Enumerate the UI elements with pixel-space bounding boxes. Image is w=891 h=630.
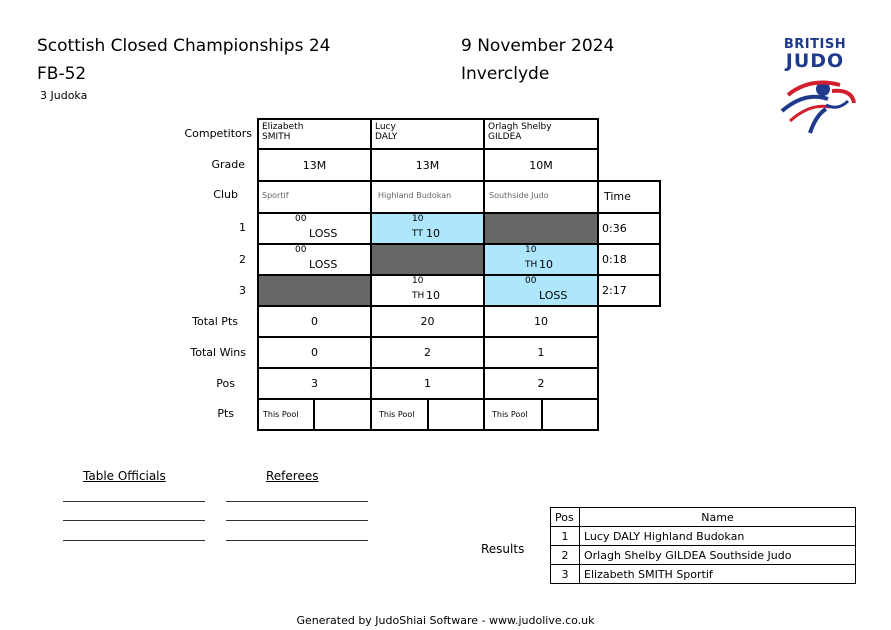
competitor-first-name: Elizabeth bbox=[262, 122, 304, 132]
pos-cell: 3 bbox=[257, 367, 372, 400]
judo-figure-icon bbox=[770, 71, 860, 141]
match-2-comp-3 bbox=[483, 243, 599, 276]
match-3-time: 2:17 bbox=[597, 274, 661, 307]
pool-points-cell bbox=[313, 398, 372, 431]
match-technique: TT bbox=[412, 229, 423, 239]
match-1-time: 0:36 bbox=[597, 212, 661, 245]
label-match-2: 2 bbox=[239, 253, 246, 266]
match-score: 00 bbox=[295, 214, 307, 224]
match-3-comp-3 bbox=[483, 274, 599, 307]
label-pos: Pos bbox=[216, 377, 235, 390]
match-points: 10 bbox=[426, 289, 440, 302]
pos-cell: 2 bbox=[483, 367, 599, 400]
match-result: LOSS bbox=[309, 258, 338, 271]
competitor-first-name: Orlagh Shelby bbox=[488, 122, 552, 132]
club-cell: Southside Judo bbox=[483, 180, 599, 214]
table-row bbox=[551, 546, 856, 565]
competitor-last-name: SMITH bbox=[262, 132, 291, 142]
event-title: Scottish Closed Championships 24 bbox=[37, 36, 331, 56]
grade-cell: 10M bbox=[483, 148, 599, 182]
match-technique: TH bbox=[525, 260, 538, 270]
referees-heading: Referees bbox=[266, 469, 319, 483]
match-score: 10 bbox=[412, 214, 424, 224]
match-2-comp-1 bbox=[257, 243, 372, 276]
competitor-first-name: Lucy bbox=[375, 122, 396, 132]
label-grade: Grade bbox=[211, 158, 245, 171]
this-pool-cell: This Pool bbox=[370, 398, 429, 431]
signature-line bbox=[63, 520, 205, 521]
match-score: 00 bbox=[525, 276, 537, 286]
match-1-comp-1 bbox=[257, 212, 372, 245]
event-venue: Inverclyde bbox=[461, 64, 550, 84]
label-club: Club bbox=[213, 188, 238, 201]
total-wins-cell: 0 bbox=[257, 336, 372, 369]
signature-line bbox=[63, 540, 205, 541]
match-score: 00 bbox=[295, 245, 307, 255]
footer-text: Generated by JudoShiai Software - www.judolive.co.uk bbox=[296, 614, 595, 627]
grade-cell: 13M bbox=[370, 148, 485, 182]
competitor-last-name: DALY bbox=[375, 132, 398, 142]
label-total-pts: Total Pts bbox=[192, 315, 238, 328]
match-technique: TH bbox=[412, 291, 425, 301]
label-match-1: 1 bbox=[239, 221, 246, 234]
results-col-name: Name bbox=[580, 508, 856, 527]
result-pos: 3 bbox=[551, 565, 580, 584]
match-score: 10 bbox=[412, 276, 424, 286]
competitor-3-name bbox=[483, 118, 599, 150]
total-wins-cell: 2 bbox=[370, 336, 485, 369]
signature-line bbox=[226, 501, 368, 502]
pool-points-cell bbox=[427, 398, 485, 431]
match-1-comp-2 bbox=[370, 212, 485, 245]
match-2-time: 0:18 bbox=[597, 243, 661, 276]
result-pos: 2 bbox=[551, 546, 580, 565]
time-header: Time bbox=[597, 180, 661, 214]
this-pool-cell: This Pool bbox=[257, 398, 315, 431]
total-pts-cell: 10 bbox=[483, 305, 599, 338]
label-competitors: Competitors bbox=[184, 127, 252, 140]
total-pts-cell: 20 bbox=[370, 305, 485, 338]
pool-code: FB-52 bbox=[37, 64, 87, 84]
competitor-2-name bbox=[370, 118, 485, 150]
competitor-last-name: GILDEA bbox=[488, 132, 522, 142]
event-date: 9 November 2024 bbox=[461, 36, 615, 56]
total-pts-cell: 0 bbox=[257, 305, 372, 338]
results-header-row bbox=[551, 508, 856, 527]
logo-line1: BRITISH bbox=[783, 37, 847, 52]
signature-line bbox=[63, 501, 205, 502]
competitor-1-name bbox=[257, 118, 372, 150]
pos-cell: 1 bbox=[370, 367, 485, 400]
result-name: Elizabeth SMITH Sportif bbox=[580, 565, 856, 584]
results-table bbox=[550, 507, 856, 584]
total-wins-cell: 1 bbox=[483, 336, 599, 369]
match-points: 10 bbox=[539, 258, 553, 271]
logo-line2: JUDO bbox=[785, 50, 845, 72]
results-col-pos: Pos bbox=[551, 508, 580, 527]
result-name: Lucy DALY Highland Budokan bbox=[580, 527, 856, 546]
match-1-comp-3 bbox=[483, 212, 599, 245]
pool-points-cell bbox=[541, 398, 599, 431]
british-judo-logo bbox=[770, 38, 860, 148]
label-total-wins: Total Wins bbox=[190, 346, 246, 359]
grade-cell: 13M bbox=[257, 148, 372, 182]
label-match-3: 3 bbox=[239, 284, 246, 297]
label-pts: Pts bbox=[217, 407, 234, 420]
match-result: LOSS bbox=[309, 227, 338, 240]
match-3-comp-1 bbox=[257, 274, 372, 307]
match-result: LOSS bbox=[539, 289, 568, 302]
result-pos: 1 bbox=[551, 527, 580, 546]
match-points: 10 bbox=[426, 227, 440, 240]
match-2-comp-2 bbox=[370, 243, 485, 276]
table-row bbox=[551, 527, 856, 546]
table-row bbox=[551, 565, 856, 584]
match-3-comp-2 bbox=[370, 274, 485, 307]
match-score: 10 bbox=[525, 245, 537, 255]
judoka-count: 3 Judoka bbox=[40, 89, 88, 102]
signature-line bbox=[226, 540, 368, 541]
result-name: Orlagh Shelby GILDEA Southside Judo bbox=[580, 546, 856, 565]
club-cell: Sportif bbox=[257, 180, 372, 214]
table-officials-heading: Table Officials bbox=[83, 469, 166, 483]
club-cell: Highland Budokan bbox=[370, 180, 485, 214]
results-label: Results bbox=[481, 542, 525, 556]
signature-line bbox=[226, 520, 368, 521]
this-pool-cell: This Pool bbox=[483, 398, 543, 431]
